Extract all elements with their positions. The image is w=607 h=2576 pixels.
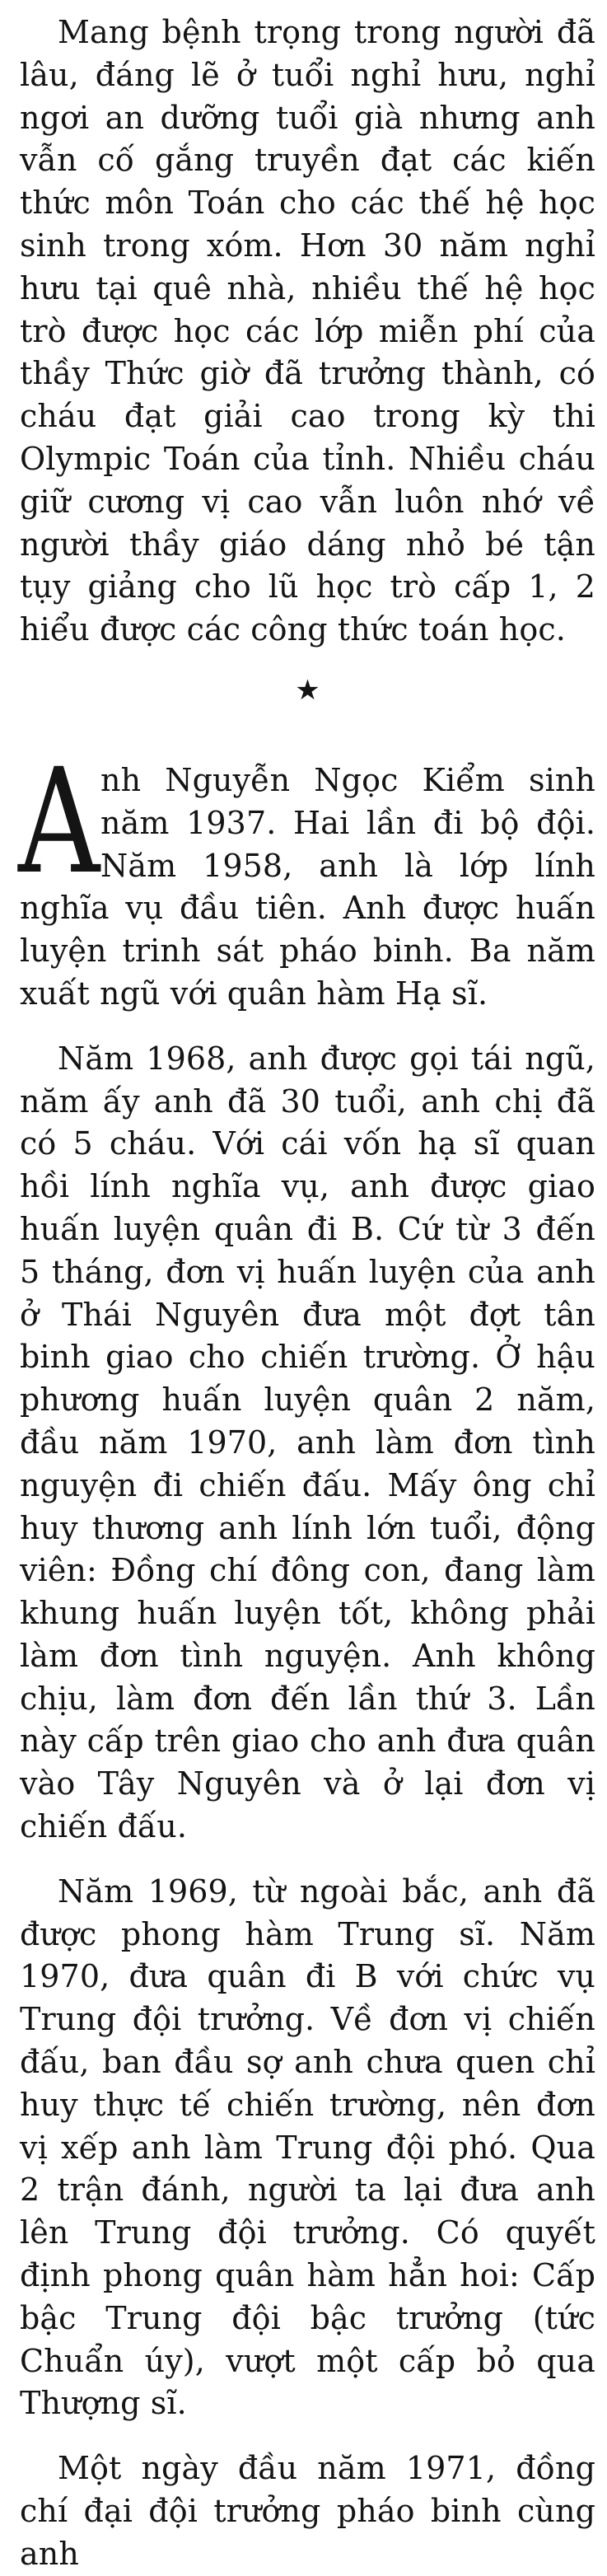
- paragraph-kiem-intro-text: nh Nguyễn Ngọc Kiểm sinh năm 1937. Hai lần đi bộ đội. Năm 1958, anh là lớp lính nghĩa vụ đầu tiên. Anh được huấn luyện trinh sát pháo binh. Ba năm xuất ngũ với quân hàm Hạ sĩ.: [20, 761, 595, 1012]
- section-separator-star-icon: ★: [295, 673, 320, 707]
- paragraph-1971: Một ngày đầu năm 1971, đồng chí đại đội trưởng pháo binh cùng anh: [20, 2450, 595, 2572]
- paragraph-1968: Năm 1968, anh được gọi tái ngũ, năm ấy anh đã 30 tuổi, anh chị đã có 5 cháu. Với cái vốn hạ sĩ quan hồi lính nghĩa vụ, anh được giao huấn luyện quân đi B. Cứ từ 3 đến 5 tháng, đơn vị huấn luyện của anh ở Thái Nguyên đưa một đợt tân binh giao cho chiến trường. Ở hậu phương huấn luyện quân 2 năm, đầu năm 1970, anh làm đơn tình nguyện đi chiến đấu. Mấy ông chỉ huy thương anh lính lớn tuổi, động viên: Đồng chí đông con, đang làm khung huấn luyện tốt, không phải làm đơn tình nguyện. Anh không chịu, làm đơn đến lần thứ 3. Lần này cấp trên giao cho anh đưa quân vào Tây Nguyên và ở lại đơn vị chiến đấu.: [20, 1040, 595, 1845]
- paragraph-1969: Năm 1969, từ ngoài bắc, anh đã được phong hàm Trung sĩ. Năm 1970, đưa quân đi B với chức vụ Trung đội trưởng. Về đơn vị chiến đấu, ban đầu sợ anh chưa quen chỉ huy thực tế chiến trường, nên đơn vị xếp anh làm Trung đội phó. Qua 2 trận đánh, người ta lại đưa anh lên Trung đội trưởng. Có quyết định phong quân hàm hẳn hoi: Cấp bậc Trung đội bậc trưởng (tức Chuẩn úy), vượt một cấp bỏ qua Thượng sĩ.: [20, 1872, 595, 2422]
- drop-cap-letter: A: [18, 736, 100, 906]
- paragraph-teacher-thuc: Mang bệnh trọng trong người đã lâu, đáng lẽ ở tuổi nghỉ hưu, nghỉ ngơi an dưỡng tuổi già nhưng anh vẫn cố gắng truyền đạt các kiến thức môn Toán cho các thế hệ học sinh trong xóm. Hơn 30 năm nghỉ hưu tại quê nhà, nhiều thế hệ học trò được học các lớp miễn phí của thầy Thức giờ đã trưởng thành, có cháu đạt giải cao trong kỳ thi Olympic Toán của tỉnh. Nhiều cháu giữ cương vị cao vẫn luôn nhớ về người thầy giáo dáng nhỏ bé tận tụy giảng cho lũ học trò cấp 1, 2 hiểu được các công thức toán học.: [20, 14, 595, 648]
- paragraph-kiem-intro: [18, 736, 595, 1016]
